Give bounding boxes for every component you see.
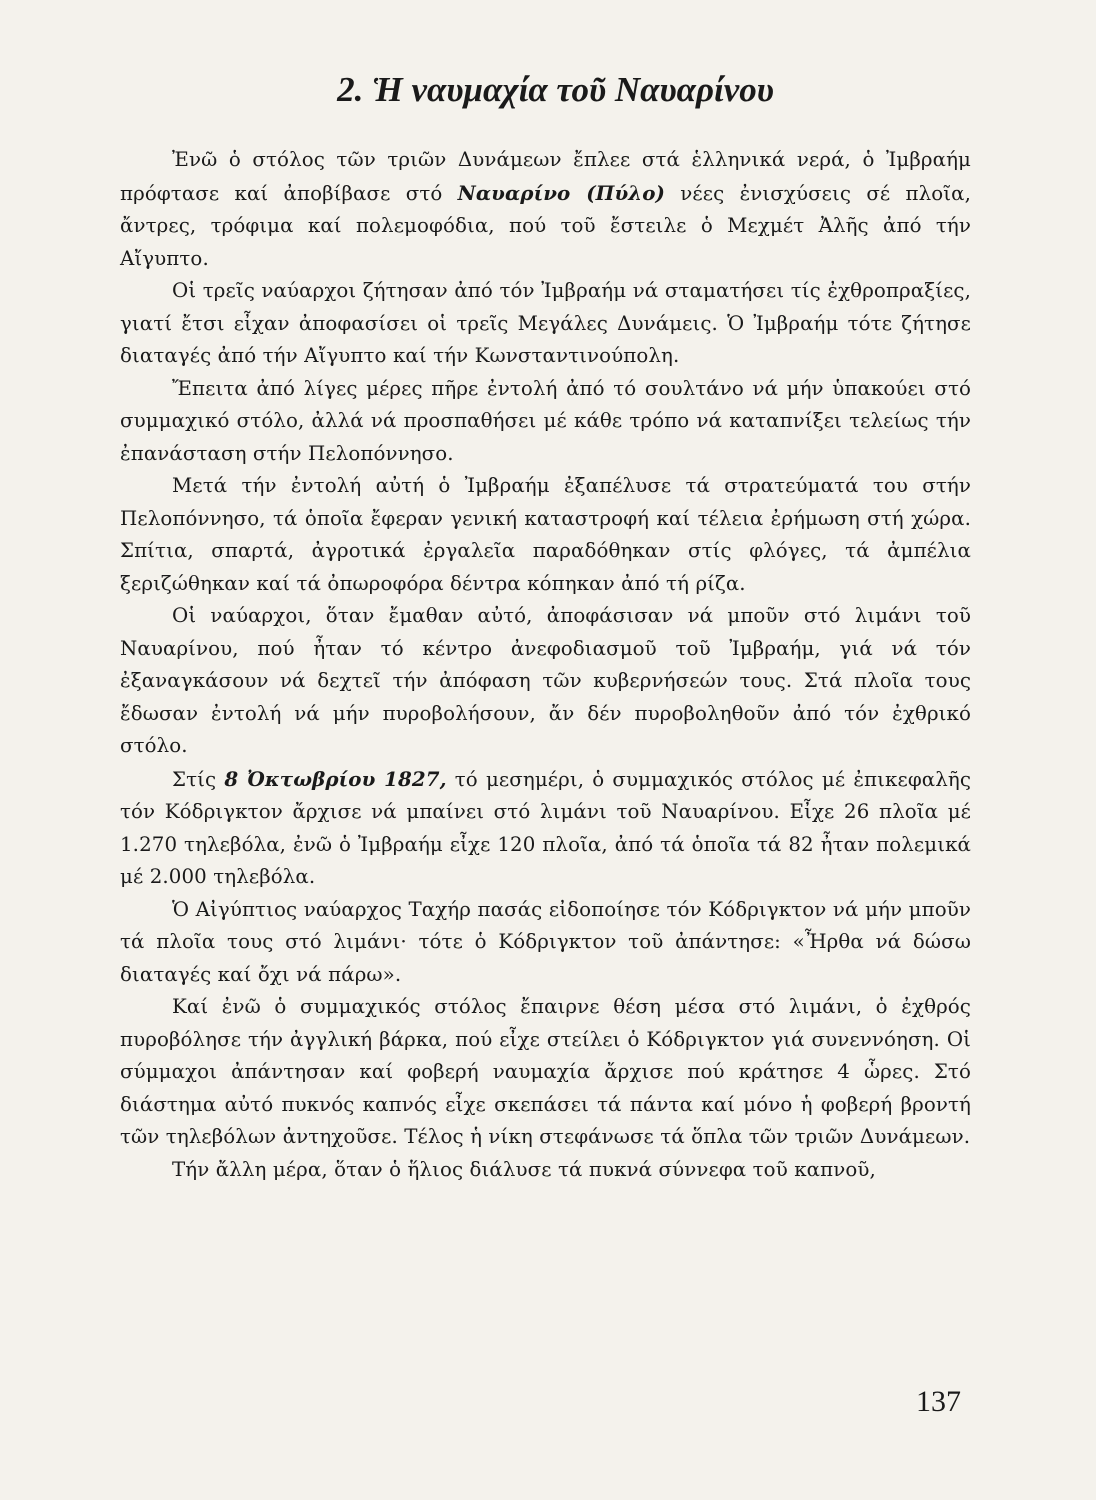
paragraph bbox=[120, 144, 971, 275]
paragraph bbox=[120, 763, 971, 894]
text-run: Στίς bbox=[172, 767, 225, 791]
emphasized-date: 8 Ὀκτωβρίου 1827, bbox=[224, 766, 447, 791]
paragraph: Μετά τήν ἐντολή αὐτή ὁ Ἰμβραήμ ἐξαπέλυσε τά στρατεύματά του στήν Πελοπόννησο, τά ὁποῖα ἔφεραν γενική καταστροφή καί τέλεια ἐρήμωση στή χώρα. Σπίτια, σπαρτά, ἀγροτικά ἐργαλεῖα παραδόθηκαν στίς φλόγες, τά ἀμπέλια ξεριζώθηκαν καί τά ὀπωροφόρα δέντρα κόπηκαν ἀπό τή ρίζα. bbox=[120, 474, 971, 595]
section-title: 2. Ἡ ναυμαχία τοῦ Ναυαρίνου bbox=[337, 70, 774, 109]
paragraph: Ὁ Αἰγύπτιος ναύαρχος Ταχήρ πασάς εἰδοποίησε τόν Κόδριγκτον νά μήν μποῦν τά πλοῖα τους στό λιμάνι· τότε ὁ Κόδριγκτον τοῦ ἀπάντησε: «Ἦρθα νά δώσω διαταγές καί ὄχι νά πάρω». bbox=[120, 897, 971, 986]
page-number: 137 bbox=[916, 1385, 961, 1418]
paragraph: Οἱ ναύαρχοι, ὅταν ἔμαθαν αὐτό, ἀποφάσισαν νά μποῦν στό λιμάνι τοῦ Ναυαρίνου, πού ἦταν τό κέντρο ἀνεφοδιασμοῦ τοῦ Ἰμβραήμ, γιά νά τόν ἐξαναγκάσουν νά δεχτεῖ τήν ἀπόφαση τῶν κυβερνήσεών τους. Στά πλοῖα τους ἔδωσαν ἐντολή νά μήν πυροβολήσουν, ἄν δέν πυροβοληθοῦν ἀπό τόν ἐχθρικό στόλο. bbox=[120, 604, 971, 757]
text-run: Ἐνῶ ὁ στόλος τῶν τριῶν Δυνάμεων ἔπλεε στά ἑλληνικά νερά, ὁ Ἰμβραήμ πρόφτασε καί ἀποβίβασε στό bbox=[120, 148, 971, 205]
paragraph: Ἔπειτα ἀπό λίγες μέρες πῆρε ἐντολή ἀπό τό σουλτάνο νά μήν ὑπακούει στό συμμαχικό στόλο, ἀλλά νά προσπαθήσει μέ κάθε τρόπο νά καταπνίξει τελείως τήν ἐπανάσταση στήν Πελοπόννησο. bbox=[120, 376, 971, 465]
paragraph: Τήν ἄλλη μέρα, ὅταν ὁ ἥλιος διάλυσε τά πυκνά σύννεφα τοῦ καπνοῦ, bbox=[172, 1157, 876, 1181]
body-text bbox=[120, 144, 971, 1186]
emphasized-place-name: Ναυαρίνο (Πύλο) bbox=[457, 180, 666, 205]
text-run: νέες ἐνισχύσεις σέ πλοῖα, ἄντρες, τρόφιμα καί πολεμοφόδια, πού τοῦ ἔστειλε ὁ Μεχμέτ Ἀλῆς ἀπό τήν Αἴγυπτο. bbox=[120, 181, 972, 270]
paragraph: Οἱ τρεῖς ναύαρχοι ζήτησαν ἀπό τόν Ἰμβραήμ νά σταματήσει τίς ἐχθροπραξίες, γιατί ἔτσι εἶχαν ἀποφασίσει οἱ τρεῖς Μεγάλες Δυνάμεις. Ὁ Ἰμβραήμ τότε ζήτησε διαταγές ἀπό τήν Αἴγυπτο καί τήν Κωνσταντινούπολη. bbox=[120, 279, 971, 367]
text-run: τό μεσημέρι, ὁ συμμαχικός στόλος μέ ἐπικεφαλῆς τόν Κόδριγκτον ἄρχισε νά μπαίνει στό λιμάνι τοῦ Ναυαρίνου. Εἶχε 26 πλοῖα μέ 1.270 τηλεβόλα, ἐνῶ ὁ Ἰμβραήμ εἶχε 120 πλοῖα, ἀπό τά ὁποῖα τά 82 ἦταν πολεμικά μέ 2.000 τηλεβόλα. bbox=[120, 767, 971, 888]
paragraph: Καί ἐνῶ ὁ συμμαχικός στόλος ἔπαιρνε θέση μέσα στό λιμάνι, ὁ ἐχθρός πυροβόλησε τήν ἀγγλική βάρκα, πού εἶχε στείλει ὁ Κόδριγκτον γιά συνεννόηση. Οἱ σύμμαχοι ἀπάντησαν καί φοβερή ναυμαχία ἄρχισε πού κράτησε 4 ὧρες. Στό διάστημα αὐτό πυκνός καπνός εἶχε σκεπάσει τά πάντα καί μόνο ἡ φοβερή βροντή τῶν τηλεβόλων ἀντηχοῦσε. Τέλος ἡ νίκη στεφάνωσε τά ὅπλα τῶν τριῶν Δυνάμεων. bbox=[120, 995, 971, 1148]
